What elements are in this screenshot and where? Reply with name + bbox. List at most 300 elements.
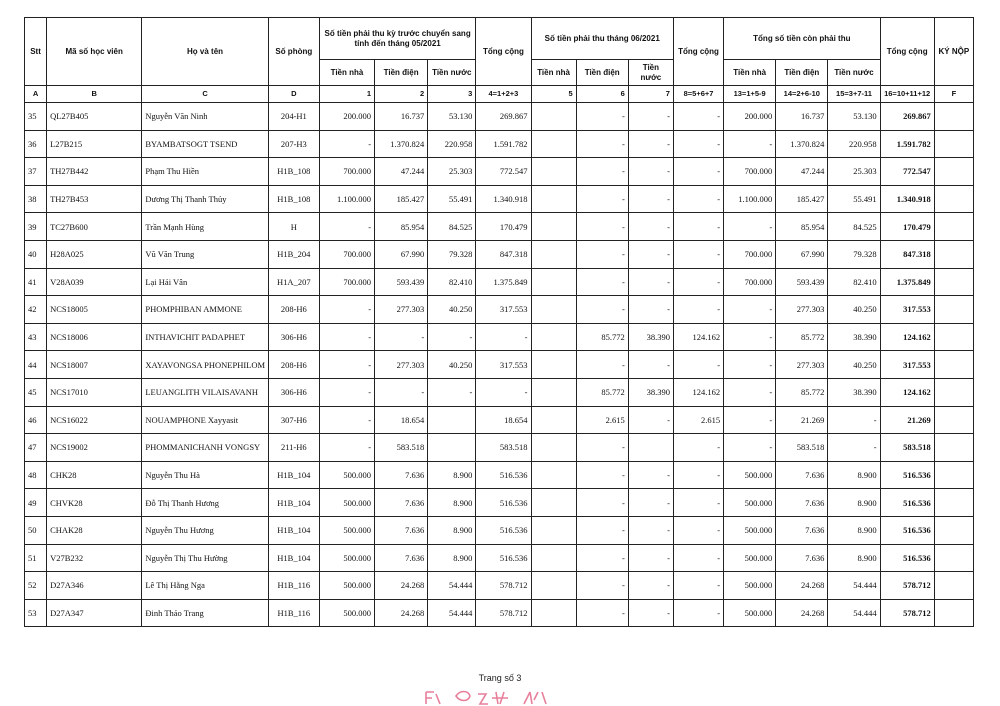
cell-total-remaining: 317.553 bbox=[880, 296, 934, 324]
cell-stt: 43 bbox=[25, 323, 47, 351]
cell-total-remaining: 1.375.849 bbox=[880, 268, 934, 296]
cell-rent-month bbox=[531, 572, 576, 600]
header-signature: KÝ NỘP bbox=[934, 18, 973, 86]
cell-electricity-prev: 1.370.824 bbox=[375, 130, 428, 158]
cell-total-prev: 578.712 bbox=[476, 572, 531, 600]
cell-electricity-remaining: 593.439 bbox=[776, 268, 828, 296]
cell-electricity-remaining: 583.518 bbox=[776, 434, 828, 462]
header-rent-1: Tiền nhà bbox=[319, 60, 374, 86]
table-row bbox=[25, 103, 974, 131]
cell-signature bbox=[934, 268, 973, 296]
cell-electricity-remaining: 7.636 bbox=[776, 516, 828, 544]
column-code-row bbox=[25, 86, 974, 103]
cell-room: H1B_116 bbox=[268, 572, 319, 600]
cell-full-name: Phạm Thu Hiền bbox=[142, 158, 268, 186]
cell-rent-remaining: 500.000 bbox=[724, 489, 776, 517]
cell-water-prev bbox=[428, 406, 476, 434]
cell-rent-month bbox=[531, 103, 576, 131]
table-body bbox=[25, 103, 974, 627]
cell-stt: 53 bbox=[25, 599, 47, 627]
cell-water-prev: 220.958 bbox=[428, 130, 476, 158]
cell-room: 207-H3 bbox=[268, 130, 319, 158]
cell-rent-remaining: - bbox=[724, 323, 776, 351]
cell-electricity-prev: 185.427 bbox=[375, 185, 428, 213]
header-previous-period: Số tiền phải thu kỳ trước chuyển sang tính đến tháng 05/2021 bbox=[319, 18, 475, 60]
header-electricity-1: Tiền điện bbox=[375, 60, 428, 86]
cell-rent-month bbox=[531, 378, 576, 406]
table-row bbox=[25, 268, 974, 296]
cell-electricity-remaining: 7.636 bbox=[776, 461, 828, 489]
cell-water-month: - bbox=[628, 296, 673, 324]
table-row bbox=[25, 461, 974, 489]
cell-total-month: - bbox=[673, 489, 723, 517]
stamp-mark bbox=[420, 686, 560, 706]
cell-water-month: - bbox=[628, 599, 673, 627]
header-full-name: Họ và tên bbox=[142, 18, 268, 86]
cell-room: H1B_104 bbox=[268, 489, 319, 517]
cell-electricity-prev: 7.636 bbox=[375, 489, 428, 517]
cell-full-name: LEUANGLITH VILAISAVANH bbox=[142, 378, 268, 406]
cell-student-id: NCS19002 bbox=[47, 434, 142, 462]
cell-stt: 37 bbox=[25, 158, 47, 186]
cell-water-prev: - bbox=[428, 378, 476, 406]
column-code: 8=5+6+7 bbox=[673, 86, 723, 103]
cell-electricity-prev: 277.303 bbox=[375, 351, 428, 379]
table-row bbox=[25, 213, 974, 241]
cell-rent-month bbox=[531, 489, 576, 517]
cell-room: 204-H1 bbox=[268, 103, 319, 131]
cell-stt: 45 bbox=[25, 378, 47, 406]
cell-room: H1B_104 bbox=[268, 516, 319, 544]
cell-water-remaining: 8.900 bbox=[828, 516, 880, 544]
cell-rent-remaining: - bbox=[724, 130, 776, 158]
cell-full-name: Nguyễn Thu Hương bbox=[142, 516, 268, 544]
cell-total-month: - bbox=[673, 130, 723, 158]
cell-electricity-prev: 47.244 bbox=[375, 158, 428, 186]
cell-signature bbox=[934, 185, 973, 213]
cell-total-month: - bbox=[673, 103, 723, 131]
cell-rent-prev: 1.100.000 bbox=[319, 185, 374, 213]
cell-total-prev: 772.547 bbox=[476, 158, 531, 186]
cell-rent-remaining: - bbox=[724, 213, 776, 241]
header-student-id: Mã số học viên bbox=[47, 18, 142, 86]
cell-room: H1B_108 bbox=[268, 158, 319, 186]
cell-full-name: Đinh Thảo Trang bbox=[142, 599, 268, 627]
cell-total-prev: 317.553 bbox=[476, 351, 531, 379]
cell-total-prev: 18.654 bbox=[476, 406, 531, 434]
cell-total-remaining: 317.553 bbox=[880, 351, 934, 379]
cell-total-month: - bbox=[673, 461, 723, 489]
cell-rent-remaining: 500.000 bbox=[724, 461, 776, 489]
cell-total-month: - bbox=[673, 434, 723, 462]
cell-total-remaining: 1.340.918 bbox=[880, 185, 934, 213]
cell-water-prev: - bbox=[428, 323, 476, 351]
cell-rent-month bbox=[531, 296, 576, 324]
cell-water-remaining: 8.900 bbox=[828, 544, 880, 572]
cell-full-name: Nguyễn Văn Ninh bbox=[142, 103, 268, 131]
cell-rent-month bbox=[531, 185, 576, 213]
cell-rent-prev: - bbox=[319, 434, 374, 462]
cell-student-id: V27B232 bbox=[47, 544, 142, 572]
cell-rent-remaining: 500.000 bbox=[724, 544, 776, 572]
cell-stt: 44 bbox=[25, 351, 47, 379]
table-row bbox=[25, 158, 974, 186]
table-row bbox=[25, 599, 974, 627]
cell-student-id: TH27B453 bbox=[47, 185, 142, 213]
cell-water-month: - bbox=[628, 158, 673, 186]
cell-signature bbox=[934, 489, 973, 517]
cell-student-id: TC27B600 bbox=[47, 213, 142, 241]
cell-room: 306-H6 bbox=[268, 378, 319, 406]
cell-electricity-prev: - bbox=[375, 378, 428, 406]
cell-total-prev: 269.867 bbox=[476, 103, 531, 131]
table-row bbox=[25, 296, 974, 324]
table-row bbox=[25, 240, 974, 268]
cell-rent-remaining: - bbox=[724, 378, 776, 406]
column-code: 1 bbox=[319, 86, 374, 103]
cell-full-name: PHOMPHIBAN AMMONE bbox=[142, 296, 268, 324]
cell-total-remaining: 578.712 bbox=[880, 599, 934, 627]
cell-water-prev bbox=[428, 434, 476, 462]
cell-rent-prev: 500.000 bbox=[319, 599, 374, 627]
cell-electricity-remaining: 21.269 bbox=[776, 406, 828, 434]
cell-water-remaining: 38.390 bbox=[828, 378, 880, 406]
cell-rent-remaining: - bbox=[724, 296, 776, 324]
cell-total-remaining: 124.162 bbox=[880, 378, 934, 406]
cell-water-month: - bbox=[628, 130, 673, 158]
cell-water-prev: 8.900 bbox=[428, 461, 476, 489]
column-code: 16=10+11+12 bbox=[880, 86, 934, 103]
cell-water-month: 38.390 bbox=[628, 378, 673, 406]
cell-electricity-prev: 593.439 bbox=[375, 268, 428, 296]
cell-electricity-prev: 18.654 bbox=[375, 406, 428, 434]
table-row bbox=[25, 323, 974, 351]
cell-electricity-month: - bbox=[576, 130, 628, 158]
cell-total-month: - bbox=[673, 544, 723, 572]
cell-electricity-remaining: 7.636 bbox=[776, 489, 828, 517]
column-code: 6 bbox=[576, 86, 628, 103]
cell-room: 307-H6 bbox=[268, 406, 319, 434]
cell-water-remaining: 55.491 bbox=[828, 185, 880, 213]
cell-rent-month bbox=[531, 158, 576, 186]
header-room: Số phòng bbox=[268, 18, 319, 86]
column-code: 3 bbox=[428, 86, 476, 103]
cell-water-month: - bbox=[628, 572, 673, 600]
cell-total-prev: 847.318 bbox=[476, 240, 531, 268]
cell-room: 208-H6 bbox=[268, 296, 319, 324]
cell-total-remaining: 847.318 bbox=[880, 240, 934, 268]
cell-total-remaining: 269.867 bbox=[880, 103, 934, 131]
cell-total-remaining: 516.536 bbox=[880, 461, 934, 489]
cell-electricity-prev: 7.636 bbox=[375, 461, 428, 489]
fee-table bbox=[24, 17, 974, 627]
column-code: 5 bbox=[531, 86, 576, 103]
cell-room: H1B_204 bbox=[268, 240, 319, 268]
cell-electricity-prev: 24.268 bbox=[375, 599, 428, 627]
cell-electricity-month: 85.772 bbox=[576, 378, 628, 406]
table-row bbox=[25, 516, 974, 544]
cell-water-remaining: 54.444 bbox=[828, 599, 880, 627]
cell-total-remaining: 1.591.782 bbox=[880, 130, 934, 158]
cell-student-id: NCS18006 bbox=[47, 323, 142, 351]
cell-rent-prev: - bbox=[319, 378, 374, 406]
cell-water-remaining: - bbox=[828, 434, 880, 462]
cell-rent-prev: 500.000 bbox=[319, 461, 374, 489]
cell-stt: 51 bbox=[25, 544, 47, 572]
header-total-3: Tổng cộng bbox=[880, 18, 934, 86]
cell-electricity-prev: - bbox=[375, 323, 428, 351]
cell-signature bbox=[934, 461, 973, 489]
cell-electricity-month: - bbox=[576, 268, 628, 296]
cell-signature bbox=[934, 296, 973, 324]
cell-room: H1B_108 bbox=[268, 185, 319, 213]
cell-stt: 52 bbox=[25, 572, 47, 600]
cell-full-name: NOUAMPHONE Xayyasit bbox=[142, 406, 268, 434]
header-rent-2: Tiền nhà bbox=[531, 60, 576, 86]
cell-rent-prev: - bbox=[319, 323, 374, 351]
cell-rent-remaining: - bbox=[724, 351, 776, 379]
cell-total-prev: 516.536 bbox=[476, 489, 531, 517]
header-remaining: Tổng số tiền còn phải thu bbox=[724, 18, 881, 60]
cell-signature bbox=[934, 516, 973, 544]
cell-electricity-remaining: 24.268 bbox=[776, 572, 828, 600]
cell-total-remaining: 583.518 bbox=[880, 434, 934, 462]
cell-water-remaining: 25.303 bbox=[828, 158, 880, 186]
cell-electricity-prev: 7.636 bbox=[375, 544, 428, 572]
cell-total-prev: 1.340.918 bbox=[476, 185, 531, 213]
cell-electricity-remaining: 85.772 bbox=[776, 378, 828, 406]
cell-rent-prev: 500.000 bbox=[319, 516, 374, 544]
cell-student-id: D27A347 bbox=[47, 599, 142, 627]
cell-stt: 41 bbox=[25, 268, 47, 296]
cell-total-prev: 583.518 bbox=[476, 434, 531, 462]
cell-full-name: INTHAVICHIT PADAPHET bbox=[142, 323, 268, 351]
cell-full-name: Nguyễn Thị Thu Hường bbox=[142, 544, 268, 572]
cell-electricity-month: - bbox=[576, 185, 628, 213]
cell-total-month: 124.162 bbox=[673, 323, 723, 351]
table-row bbox=[25, 572, 974, 600]
cell-student-id: D27A346 bbox=[47, 572, 142, 600]
column-code: F bbox=[934, 86, 973, 103]
cell-signature bbox=[934, 103, 973, 131]
column-code: 13=1+5-9 bbox=[724, 86, 776, 103]
cell-electricity-prev: 7.636 bbox=[375, 516, 428, 544]
cell-signature bbox=[934, 544, 973, 572]
cell-rent-month bbox=[531, 434, 576, 462]
cell-electricity-month: - bbox=[576, 351, 628, 379]
cell-full-name: PHOMMANICHANH VONGSY bbox=[142, 434, 268, 462]
cell-electricity-month: - bbox=[576, 158, 628, 186]
cell-student-id: CHK28 bbox=[47, 461, 142, 489]
header-water-2: Tiền nước bbox=[628, 60, 673, 86]
cell-rent-prev: 500.000 bbox=[319, 572, 374, 600]
cell-stt: 36 bbox=[25, 130, 47, 158]
cell-signature bbox=[934, 323, 973, 351]
cell-rent-prev: - bbox=[319, 213, 374, 241]
cell-water-remaining: 79.328 bbox=[828, 240, 880, 268]
table-row bbox=[25, 544, 974, 572]
header-electricity-2: Tiền điện bbox=[576, 60, 628, 86]
cell-water-prev: 79.328 bbox=[428, 240, 476, 268]
cell-rent-prev: - bbox=[319, 351, 374, 379]
cell-water-prev: 55.491 bbox=[428, 185, 476, 213]
cell-electricity-month: - bbox=[576, 489, 628, 517]
cell-electricity-prev: 583.518 bbox=[375, 434, 428, 462]
cell-student-id: CHVK28 bbox=[47, 489, 142, 517]
cell-rent-remaining: 700.000 bbox=[724, 158, 776, 186]
cell-water-remaining: 40.250 bbox=[828, 351, 880, 379]
cell-electricity-month: - bbox=[576, 296, 628, 324]
column-code: B bbox=[47, 86, 142, 103]
cell-stt: 38 bbox=[25, 185, 47, 213]
cell-electricity-prev: 67.990 bbox=[375, 240, 428, 268]
cell-total-month: - bbox=[673, 185, 723, 213]
cell-signature bbox=[934, 434, 973, 462]
cell-rent-prev: 700.000 bbox=[319, 268, 374, 296]
cell-total-month: - bbox=[673, 213, 723, 241]
cell-stt: 42 bbox=[25, 296, 47, 324]
column-code: 2 bbox=[375, 86, 428, 103]
cell-electricity-month: 2.615 bbox=[576, 406, 628, 434]
page-number: Trang số 3 bbox=[478, 673, 522, 683]
cell-electricity-month: - bbox=[576, 599, 628, 627]
cell-electricity-remaining: 16.737 bbox=[776, 103, 828, 131]
cell-total-month: - bbox=[673, 158, 723, 186]
cell-electricity-prev: 85.954 bbox=[375, 213, 428, 241]
cell-electricity-prev: 16.737 bbox=[375, 103, 428, 131]
cell-electricity-month: - bbox=[576, 572, 628, 600]
cell-water-month: - bbox=[628, 213, 673, 241]
cell-water-prev: 82.410 bbox=[428, 268, 476, 296]
cell-rent-remaining: 500.000 bbox=[724, 599, 776, 627]
cell-rent-remaining: 700.000 bbox=[724, 268, 776, 296]
cell-full-name: Lê Thị Hằng Nga bbox=[142, 572, 268, 600]
cell-water-remaining: 38.390 bbox=[828, 323, 880, 351]
cell-electricity-remaining: 185.427 bbox=[776, 185, 828, 213]
cell-signature bbox=[934, 599, 973, 627]
cell-room: 306-H6 bbox=[268, 323, 319, 351]
cell-electricity-remaining: 67.990 bbox=[776, 240, 828, 268]
cell-stt: 50 bbox=[25, 516, 47, 544]
cell-electricity-prev: 24.268 bbox=[375, 572, 428, 600]
cell-total-month: - bbox=[673, 240, 723, 268]
cell-water-month: - bbox=[628, 544, 673, 572]
header-total-1: Tổng cộng bbox=[476, 18, 531, 86]
cell-stt: 40 bbox=[25, 240, 47, 268]
cell-electricity-month: - bbox=[576, 461, 628, 489]
cell-water-prev: 8.900 bbox=[428, 489, 476, 517]
cell-rent-prev: 700.000 bbox=[319, 240, 374, 268]
cell-student-id: NCS18005 bbox=[47, 296, 142, 324]
cell-total-remaining: 516.536 bbox=[880, 516, 934, 544]
cell-rent-month bbox=[531, 516, 576, 544]
cell-total-remaining: 124.162 bbox=[880, 323, 934, 351]
cell-electricity-remaining: 24.268 bbox=[776, 599, 828, 627]
cell-student-id: CHAK28 bbox=[47, 516, 142, 544]
column-code: 15=3+7-11 bbox=[828, 86, 880, 103]
cell-water-month: - bbox=[628, 516, 673, 544]
cell-room: H1A_207 bbox=[268, 268, 319, 296]
cell-electricity-month: - bbox=[576, 213, 628, 241]
cell-rent-month bbox=[531, 268, 576, 296]
cell-total-month: - bbox=[673, 572, 723, 600]
cell-full-name: Nguyễn Thu Hà bbox=[142, 461, 268, 489]
cell-electricity-month: 85.772 bbox=[576, 323, 628, 351]
cell-total-prev: 516.536 bbox=[476, 461, 531, 489]
cell-signature bbox=[934, 158, 973, 186]
cell-rent-remaining: 500.000 bbox=[724, 572, 776, 600]
cell-electricity-remaining: 1.370.824 bbox=[776, 130, 828, 158]
cell-electricity-remaining: 277.303 bbox=[776, 351, 828, 379]
column-code: C bbox=[142, 86, 268, 103]
column-code: A bbox=[25, 86, 47, 103]
cell-total-remaining: 578.712 bbox=[880, 572, 934, 600]
cell-signature bbox=[934, 406, 973, 434]
cell-signature bbox=[934, 378, 973, 406]
cell-water-remaining: 84.525 bbox=[828, 213, 880, 241]
cell-water-month: 38.390 bbox=[628, 323, 673, 351]
cell-electricity-month: - bbox=[576, 240, 628, 268]
cell-stt: 39 bbox=[25, 213, 47, 241]
cell-water-month: - bbox=[628, 351, 673, 379]
cell-student-id: NCS16022 bbox=[47, 406, 142, 434]
cell-water-remaining: 54.444 bbox=[828, 572, 880, 600]
cell-electricity-month: - bbox=[576, 434, 628, 462]
cell-water-remaining: 8.900 bbox=[828, 461, 880, 489]
cell-electricity-remaining: 7.636 bbox=[776, 544, 828, 572]
cell-full-name: Vũ Văn Trung bbox=[142, 240, 268, 268]
cell-total-prev: 1.375.849 bbox=[476, 268, 531, 296]
table-row bbox=[25, 406, 974, 434]
cell-room: H1B_116 bbox=[268, 599, 319, 627]
column-code: 14=2+6-10 bbox=[776, 86, 828, 103]
cell-rent-month bbox=[531, 544, 576, 572]
cell-electricity-remaining: 47.244 bbox=[776, 158, 828, 186]
cell-rent-remaining: - bbox=[724, 406, 776, 434]
cell-total-month: - bbox=[673, 599, 723, 627]
cell-room: 211-H6 bbox=[268, 434, 319, 462]
cell-student-id: H28A025 bbox=[47, 240, 142, 268]
cell-rent-remaining: 200.000 bbox=[724, 103, 776, 131]
cell-water-remaining: 53.130 bbox=[828, 103, 880, 131]
cell-total-remaining: 21.269 bbox=[880, 406, 934, 434]
cell-electricity-remaining: 85.772 bbox=[776, 323, 828, 351]
cell-total-prev: 1.591.782 bbox=[476, 130, 531, 158]
cell-water-prev: 54.444 bbox=[428, 572, 476, 600]
header-water-1: Tiền nước bbox=[428, 60, 476, 86]
cell-full-name: Dương Thị Thanh Thủy bbox=[142, 185, 268, 213]
cell-full-name: BYAMBATSOGT TSEND bbox=[142, 130, 268, 158]
cell-rent-remaining: 1.100.000 bbox=[724, 185, 776, 213]
cell-total-month: 124.162 bbox=[673, 378, 723, 406]
cell-signature bbox=[934, 572, 973, 600]
cell-electricity-remaining: 277.303 bbox=[776, 296, 828, 324]
cell-rent-prev: - bbox=[319, 296, 374, 324]
cell-rent-month bbox=[531, 599, 576, 627]
column-code: 4=1+2+3 bbox=[476, 86, 531, 103]
cell-student-id: V28A039 bbox=[47, 268, 142, 296]
cell-water-remaining: 8.900 bbox=[828, 489, 880, 517]
table-row bbox=[25, 130, 974, 158]
cell-electricity-month: - bbox=[576, 516, 628, 544]
cell-rent-prev: 500.000 bbox=[319, 489, 374, 517]
cell-water-prev: 54.444 bbox=[428, 599, 476, 627]
cell-water-prev: 53.130 bbox=[428, 103, 476, 131]
cell-water-remaining: 40.250 bbox=[828, 296, 880, 324]
cell-rent-month bbox=[531, 213, 576, 241]
cell-signature bbox=[934, 240, 973, 268]
cell-stt: 35 bbox=[25, 103, 47, 131]
